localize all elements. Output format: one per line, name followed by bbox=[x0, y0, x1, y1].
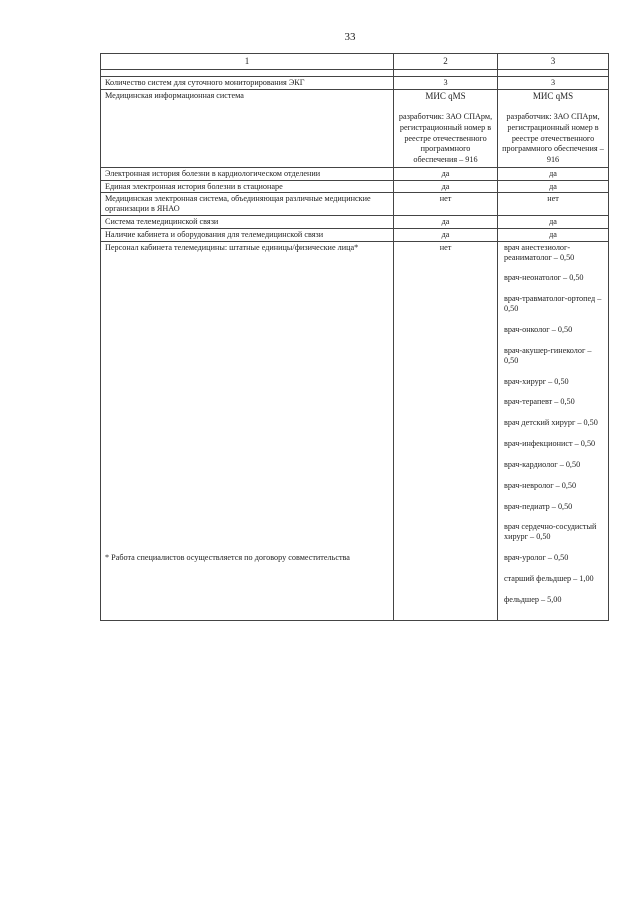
staff-item: фельдшер – 5,00 bbox=[504, 594, 562, 604]
staff-item: врач-онколог – 0,50 bbox=[504, 325, 573, 334]
row-col2: да bbox=[394, 216, 498, 229]
row-col2: нет bbox=[394, 193, 498, 216]
row-col3: да bbox=[498, 228, 609, 241]
staff-row bbox=[101, 241, 609, 620]
row-col2: да bbox=[394, 228, 498, 241]
header-col1: 1 bbox=[101, 54, 394, 70]
row-label: Система телемедицинской связи bbox=[101, 216, 394, 229]
mis-name: МИС qMS bbox=[425, 90, 466, 101]
mis-detail: разработчик: ЗАО СПАрм, регистрационный номер в реестре отечественного программного обеспечения – 916 bbox=[398, 112, 493, 165]
staff-label: Персонал кабинета телемедицины: штатные единицы/физические лица* bbox=[105, 242, 359, 252]
staff-item: врач анестезиолог-реаниматолог – 0,50 bbox=[504, 242, 575, 262]
row-label: Единая электронная история болезни в стационаре bbox=[101, 180, 394, 193]
table-row bbox=[101, 193, 609, 216]
row-col3: да bbox=[498, 216, 609, 229]
mis-cell-col2 bbox=[394, 89, 498, 167]
staff-label-cell bbox=[101, 241, 394, 620]
staff-item: врач-хирург – 0,50 bbox=[504, 376, 569, 386]
data-table bbox=[100, 53, 609, 621]
table-row bbox=[101, 228, 609, 241]
table-row bbox=[101, 180, 609, 193]
staff-item: врач сердечно-сосудистый хирург – 0,50 bbox=[504, 522, 597, 542]
staff-item: врач-неонатолог – 0,50 bbox=[504, 273, 584, 283]
staff-col2: нет bbox=[394, 241, 498, 620]
row-label: Количество систем для суточного мониторирования ЭКГ bbox=[101, 76, 394, 89]
table-header-row bbox=[101, 54, 609, 70]
staff-item: врач-невролог – 0,50 bbox=[504, 480, 577, 490]
staff-item: врач-акушер-гинеколог – 0,50 bbox=[504, 345, 592, 365]
row-label: Медицинская информационная система bbox=[101, 89, 394, 167]
row-label: Наличие кабинета и оборудования для телемедицинской связи bbox=[101, 228, 394, 241]
staff-item: врач-терапевт – 0,50 bbox=[504, 397, 575, 407]
table-row bbox=[101, 76, 609, 89]
staff-item: врач детский хирург – 0,50 bbox=[504, 418, 598, 428]
row-col3: да bbox=[498, 180, 609, 193]
table-row bbox=[101, 167, 609, 180]
header-col3: 3 bbox=[498, 54, 609, 70]
table-row bbox=[101, 89, 609, 167]
row-col3: да bbox=[498, 167, 609, 180]
table-spacer-row bbox=[101, 69, 609, 76]
mis-name: МИС qMS bbox=[532, 90, 574, 101]
staff-item: врач-уролог – 0,50 bbox=[504, 553, 569, 563]
page-number: 33 bbox=[344, 31, 356, 43]
header-col2: 2 bbox=[394, 54, 498, 70]
table-row bbox=[101, 216, 609, 229]
row-col3: 3 bbox=[498, 76, 609, 89]
staff-list bbox=[498, 241, 609, 620]
staff-item: врач-травматолог-ортопед – 0,50 bbox=[504, 294, 602, 314]
row-col2: да bbox=[394, 180, 498, 193]
staff-item: врач-кардиолог – 0,50 bbox=[504, 459, 581, 469]
staff-item: врач-инфекционист – 0,50 bbox=[504, 439, 596, 449]
row-col2: 3 bbox=[394, 76, 498, 89]
mis-detail: разработчик: ЗАО СПАрм, регистрационный номер в реестре отечественного программного обеспечения – 916 bbox=[502, 112, 604, 165]
staff-item: старший фельдшер – 1,00 bbox=[504, 573, 594, 583]
row-label: Медицинская электронная система, объединяющая различные медицинские организации в ЯНАО bbox=[101, 193, 394, 216]
mis-cell-col3 bbox=[498, 89, 609, 167]
row-label: Электронная история болезни в кардиологическом отделении bbox=[101, 167, 394, 180]
row-col3: нет bbox=[498, 193, 609, 216]
staff-item: врач-педиатр – 0,50 bbox=[504, 501, 573, 511]
footnote: * Работа специалистов осуществляется по договору совместительства bbox=[105, 552, 350, 562]
row-col2: да bbox=[394, 167, 498, 180]
